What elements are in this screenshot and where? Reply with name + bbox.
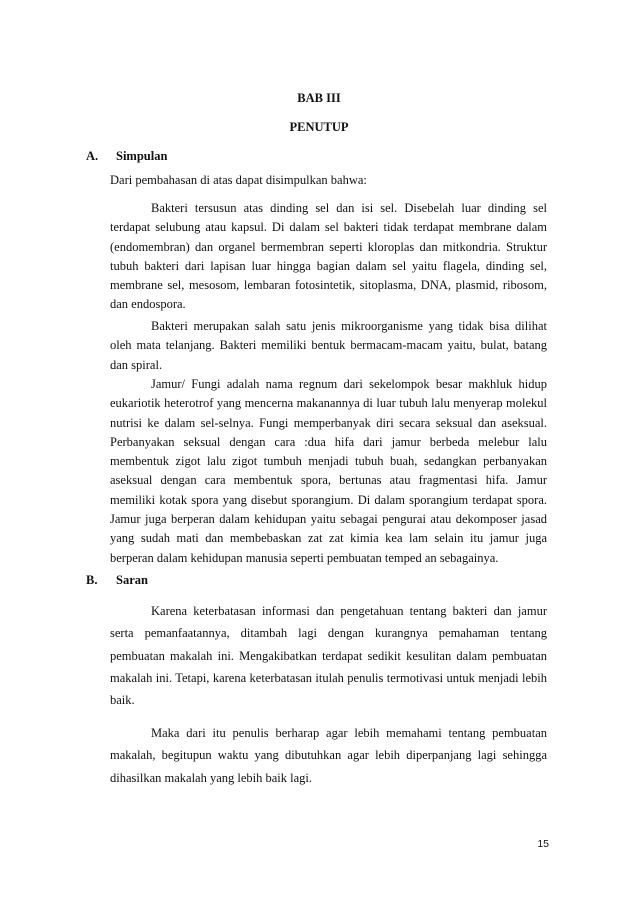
section-a-title: Simpulan — [116, 149, 168, 163]
paragraph-text: Jamur/ Fungi adalah nama regnum dari sekelompok besar makhluk hidup eukariotik heterotrof yang mencerna makanannya di luar tubuh lalu menyerap molekul nutrisi ke dalam sel-selnya. Fungi memperbanyak diri secara seksual dan aseksual. Perbanyakan seksual dengan cara :dua hifa dari jamur berbeda melebur lalu membentuk zigot lalu zigot tumbuh menjadi tubuh buah, sedangkan perbanyakan aseksual dengan cara membentuk spora, bertunas atau fragmentasi hifa. Jamur memiliki kotak spora yang disebut sporangium. Di dalam sporangium terdapat spora. Jamur juga berperan dalam kehidupan yaitu sebagai pengurai atau dekomposer jasad yang sudah mati dan membebaskan zat zat kimia kea lam selain itu jamur juga berperan dalam kehidupan manusia seperti pembuatan temped an sebagainya. — [110, 377, 547, 565]
paragraph-text: Bakteri tersusun atas dinding sel dan isi sel. Disebelah luar dinding sel terdapat selubung atau kapsul. Di dalam sel bakteri tidak terdapat membrane dalam (endomembran) dan organel bermembran seperti kloroplas dan mitkondria. Struktur tubuh bakteri dari lapisan luar hingga bagian dalam sel yaitu flagela, dinding sel, membrane sel, mesosom, lembaran fotosintetik, sitoplasma, DNA, plasmid, ribosom, dan endospora. — [110, 201, 547, 312]
paragraph-text: Karena keterbatasan informasi dan pengetahuan tentang bakteri dan jamur serta pemanfaatannya, ditambah lagi dengan kurangnya pemahaman tentang pembuatan makalah ini. Mengakibatkan terdapat sedikit kesulitan dalam pembuatan makalah ini. Tetapi, karena keterbatasan itulah penulis termotivasi untuk menjadi lebih baik. — [110, 604, 547, 708]
section-b-number: B. — [86, 573, 98, 587]
section-a-intro: Dari pembahasan di atas dapat disimpulkan bahwa: — [110, 173, 367, 187]
paragraph-saran-2 — [110, 722, 547, 789]
section-b-heading — [86, 573, 148, 588]
paragraph-text: Maka dari itu penulis berharap agar lebih memahami tentang pembuatan makalah, begitupun waktu yang dibutuhkan agar lebih diperpanjang lagi sehingga dihasilkan makalah yang lebih baik lagi. — [110, 726, 547, 785]
paragraph-text: Bakteri merupakan salah satu jenis mikroorganisme yang tidak bisa dilihat oleh mata telanjang. Bakteri memiliki bentuk bermacam-macam yaitu, bulat, batang dan spiral. — [110, 319, 547, 372]
section-b-title: Saran — [116, 573, 148, 587]
section-a-heading — [86, 149, 167, 164]
paragraph-bakteri-bentuk — [110, 317, 547, 375]
chapter-title: PENUTUP — [289, 120, 349, 134]
chapter-label: BAB III — [297, 91, 341, 105]
paragraph-saran-1 — [110, 600, 547, 711]
paragraph-jamur — [110, 375, 547, 568]
page-number: 15 — [537, 838, 549, 850]
paragraph-bakteri-struktur — [110, 199, 547, 315]
section-a-number: A. — [86, 149, 99, 163]
